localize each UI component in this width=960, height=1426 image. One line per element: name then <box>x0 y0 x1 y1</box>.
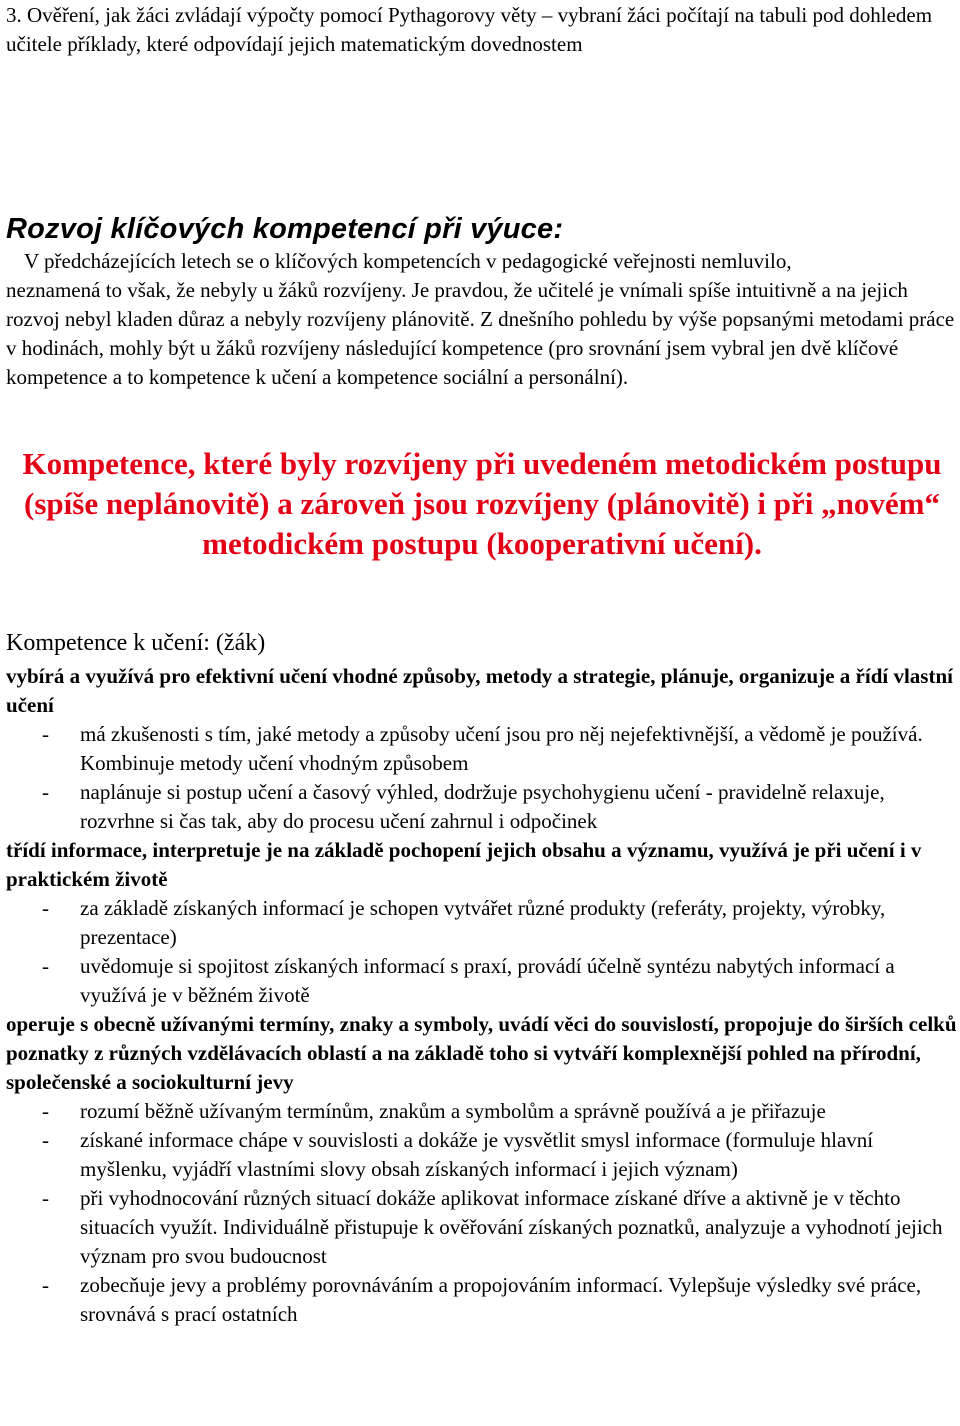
competence-title: Kompetence k učení: (žák) <box>6 630 266 656</box>
list-item: - získané informace chápe v souvislosti a dokáže je vysvětlit smysl informace (formuluje hlavní myšlenku, vyjádří vlastními slovy obsah získaných informací i jejich význam) <box>6 1126 958 1184</box>
paragraph-first-line: V předcházejících letech se o klíčových kompetencích v pedagogické veřejnosti nemluvilo, <box>24 249 792 273</box>
list-item: - rozumí běžně užívaným termínům, znakům a symbolům a správně používá a je přiřazuje <box>6 1097 958 1126</box>
list-item: - za základě získaných informací je schopen vytvářet různé produkty (referáty, projekty, výrobky, prezentace) <box>6 894 958 952</box>
paragraph-continuation: neznamená to však, že nebyly u žáků rozvíjeny. Je pravdou, že učitelé je vnímali spíše intuitivně a na jejich rozvoj nebyl kladen důraz a nebyly rozvíjeny plánovitě. Z dnešního pohledu by výše popsanými metodami práce v hodinách, mohly být u žáků rozvíjeny následující kompetence (pro srovnání jsem vybral jen dvě klíčové kompetence a to kompetence k učení a kompetence sociální a personální). <box>6 278 955 389</box>
intro-list-item: 3. Ověření, jak žáci zvládají výpočty pomocí Pythagorovy věty – vybraní žáci počítají na tabuli pod dohledem učitele příklady, které odpovídají jejich matematickým dovednostem <box>6 3 933 56</box>
dash-list <box>6 894 958 1010</box>
list-item: - při vyhodnocování různých situací dokáže aplikovat informace získané dříve a aktivně je v těchto situacích využít. Individuálně přistupuje k ověřování získaných poznatků, analyzuje a vyhodnotí jejich význam pro svou budoucnost <box>6 1184 958 1271</box>
competence-group-3 <box>6 1010 958 1329</box>
competence-group-1 <box>6 662 958 836</box>
section-heading: Rozvoj klíčových kompetencí při výuce: <box>6 213 564 245</box>
red-highlight-heading: Kompetence, které byly rozvíjeny při uvedeném metodickém postupu (spíše neplánovitě) a zároveň jsou rozvíjeny (plánovitě) i při „novém“ metodickém postupu (kooperativní učení). <box>22 446 942 561</box>
dash-list <box>6 1097 958 1329</box>
dash-list <box>6 720 958 836</box>
competence-bold-statement: třídí informace, interpretuje je na základě pochopení jejich obsahu a významu, využívá je při učení i v praktickém životě <box>6 838 922 891</box>
document-page <box>6 0 958 1329</box>
competence-group-2 <box>6 836 958 1010</box>
list-item: - uvědomuje si spojitost získaných informací s praxí, provádí účelně syntézu nabytých informací a využívá je v běžném životě <box>6 952 958 1010</box>
competence-bold-statement: operuje s obecně užívanými termíny, znaky a symboly, uvádí věci do souvislostí, propojuje do širších celků poznatky z různých vzdělávacích oblastí a na základě toho si vytváří komplexnější pohled na přírodní, společenské a sociokulturní jevy <box>6 1012 957 1094</box>
competence-bold-statement: vybírá a využívá pro efektivní učení vhodné způsoby, metody a strategie, plánuje, organizuje a řídí vlastní učení <box>6 664 953 717</box>
list-item: - má zkušenosti s tím, jaké metody a způsoby učení jsou pro něj nejefektivnější, a vědomě je používá. Kombinuje metody učení vhodným způsobem <box>6 720 958 778</box>
list-item: - zobecňuje jevy a problémy porovnáváním a propojováním informací. Vylepšuje výsledky své práce, srovnává s prací ostatních <box>6 1271 958 1329</box>
section-paragraph <box>6 247 958 392</box>
list-item: - naplánuje si postup učení a časový výhled, dodržuje psychohygienu učení - pravidelně relaxuje, rozvrhne si čas tak, aby do procesu učení zahrnul i odpočinek <box>6 778 958 836</box>
